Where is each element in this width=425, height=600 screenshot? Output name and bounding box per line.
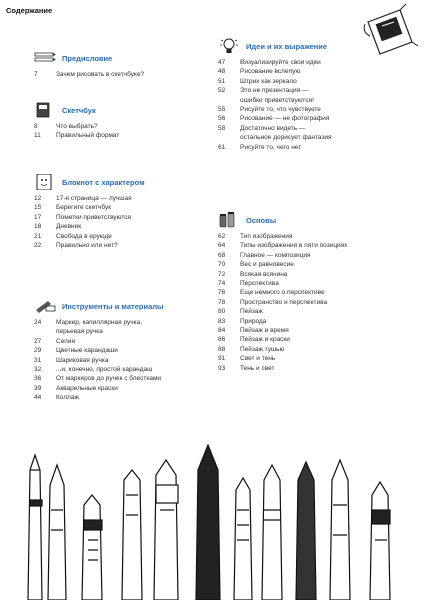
section-title: Инструменты и материалы <box>62 301 164 311</box>
toc-entry[interactable]: 84 Пейзаж и время <box>218 327 289 335</box>
toc-entry[interactable]: 64 Типы изображения в пяти позициях <box>218 242 348 250</box>
toc-entry[interactable]: 11 Правильный формат <box>34 132 120 140</box>
toc-entry[interactable]: 91 Свет и тень <box>218 355 276 363</box>
page-title: Содержание <box>6 6 53 15</box>
toc-entry[interactable]: 21 Свобода в еруюде <box>34 232 112 240</box>
sketchbook-icon <box>34 102 56 118</box>
section-title: Идеи и их выражение <box>246 41 328 51</box>
toc-entry[interactable]: 93 Тень и свет <box>218 364 275 372</box>
section-preface <box>34 50 204 79</box>
toc-entry[interactable]: 36 От маркеров до ручек с блестками <box>34 375 162 383</box>
marker-pens-icon <box>34 50 56 66</box>
toc-entry[interactable]: 15 Берегите скетчбук <box>34 204 112 212</box>
section-title: Скетчбук <box>62 105 96 115</box>
toc-entry[interactable]: 27 Сепия <box>34 337 75 345</box>
pens-illustration <box>0 440 425 600</box>
toc-entry[interactable]: 7 Зачем рисовать в скетчбуке? <box>34 71 145 78</box>
toc-entry[interactable]: 62 Тип изображения <box>218 233 293 240</box>
toc-entry[interactable]: 48 Рисование вслепую <box>218 68 301 76</box>
section-tools-materials <box>34 298 204 403</box>
notebook-face-icon <box>34 174 56 190</box>
toc-entry[interactable]: 80 Пейзаж <box>218 308 263 316</box>
toc-entry[interactable]: 52 Это не презентация — <box>218 87 309 95</box>
toc-entry[interactable]: остальное дорисует фантазия <box>240 134 332 142</box>
toc-entry[interactable]: 74 Перспектива <box>218 280 279 288</box>
section-ideas <box>218 38 418 152</box>
toc-entry[interactable]: 39 Акварельные краски <box>34 384 118 392</box>
section-sketchbook <box>34 102 204 141</box>
toc-entry[interactable]: 32 ...и, конечно, простой карандаш <box>34 366 153 374</box>
toc-entry[interactable]: 18 Дневник <box>34 223 82 231</box>
toc-entry[interactable]: 76 Еще немного о перспективе <box>218 289 325 297</box>
section-notebook-character <box>34 174 204 250</box>
toc-entry[interactable]: 55 Рисуйте то, что чувствуете <box>218 106 321 114</box>
toc-entry[interactable]: 8 Что выбрать? <box>34 123 98 130</box>
toc-entry[interactable]: 47 Визуализируйте свои идеи <box>218 59 321 66</box>
section-title: Предисловие <box>62 53 113 63</box>
paint-jars-icon <box>218 212 240 228</box>
toc-entry[interactable]: 44 Коллаж <box>34 394 79 402</box>
toc-entry[interactable]: 61 Рисуйте то, чего нет <box>218 143 302 151</box>
toc-entry[interactable]: 56 Рисование — не фотография <box>218 115 330 123</box>
toc-entry[interactable]: 70 Вес и равновесие <box>218 261 294 269</box>
section-title: Основы <box>246 215 277 225</box>
toc-entry[interactable]: 22 Правильно или нет? <box>34 242 118 250</box>
toc-entry[interactable]: 51 Штрих как зеркало <box>218 77 297 85</box>
section-basics <box>218 212 418 373</box>
toc-entry[interactable]: 78 Пространство и перспектива <box>218 298 328 306</box>
toc-entry[interactable]: 24 Маркер, капиллярная ручка, <box>34 319 143 326</box>
toc-entry[interactable]: 68 Главное — композиция <box>218 251 311 259</box>
toc-entry[interactable]: 12 17-я страница — лучшая <box>34 195 132 202</box>
tools-icon <box>34 298 56 314</box>
toc-entry[interactable]: перьевая ручка <box>56 328 103 336</box>
toc-entry[interactable]: 72 Всякая всячина <box>218 270 288 278</box>
toc-entry[interactable]: 31 Шариковая ручка <box>34 356 109 364</box>
toc-entry[interactable]: 17 Пометки приветствуются <box>34 213 132 221</box>
toc-entry[interactable]: 83 Природа <box>218 317 267 325</box>
toc-entry[interactable]: 29 Цветные карандаши <box>34 347 118 355</box>
toc-entry[interactable]: 58 Достаточно видеть — <box>218 124 306 132</box>
toc-entry[interactable]: 86 Пейзаж и краски <box>218 336 290 344</box>
lightbulb-icon <box>218 38 240 54</box>
toc-entry[interactable]: 88 Пейзаж тушью <box>218 345 285 353</box>
toc-entry[interactable]: ошибки приветствуются! <box>240 96 314 104</box>
section-title: Блокнот с характером <box>62 177 145 187</box>
